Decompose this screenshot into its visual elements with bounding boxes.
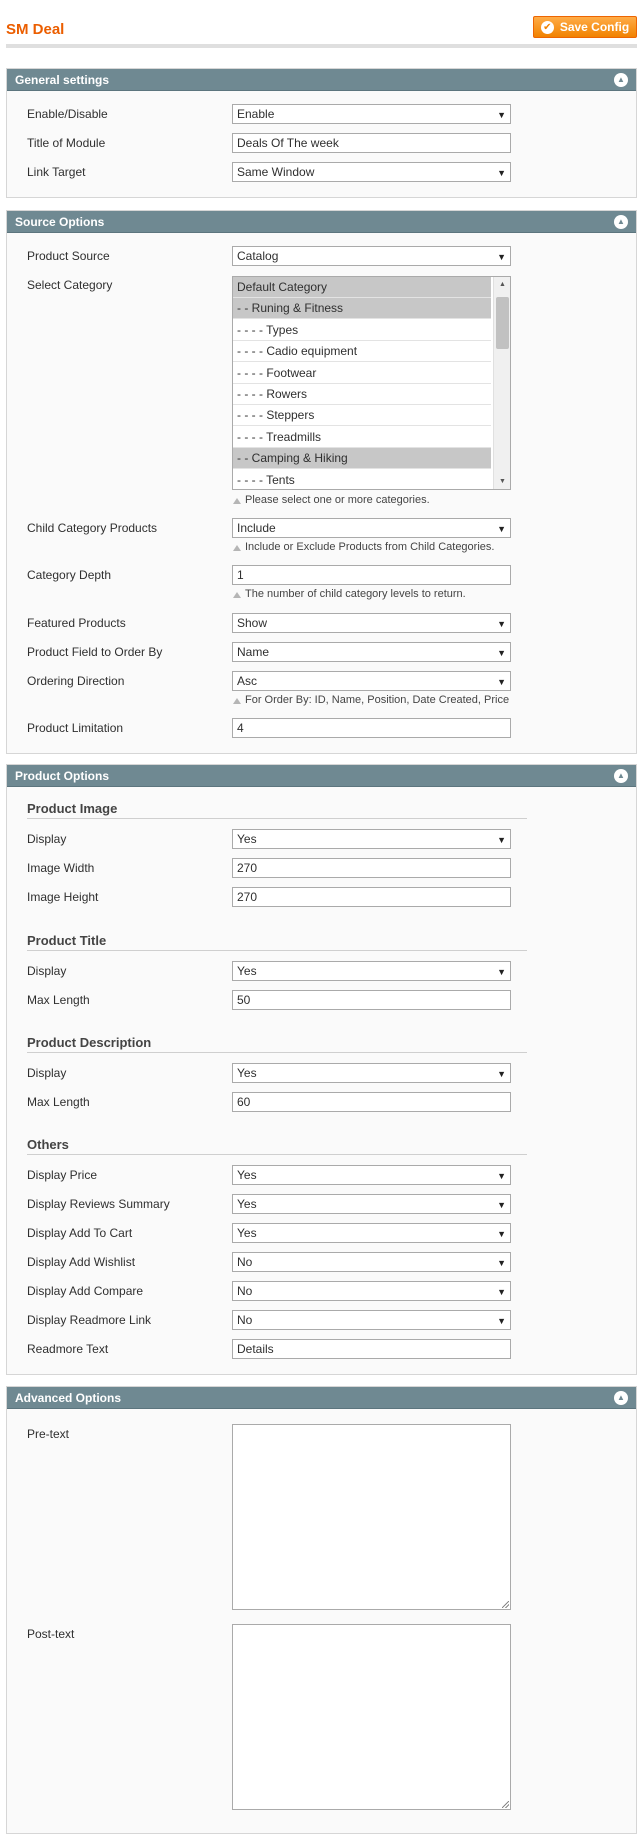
label-display-readmore-link: Display Readmore Link — [27, 1313, 152, 1327]
label-display-add-wishlist: Display Add Wishlist — [27, 1255, 136, 1269]
collapse-icon[interactable]: ▲ — [614, 1391, 628, 1405]
category-option[interactable]: - - - - Footwear — [233, 363, 491, 384]
label-display-price: Display Price — [27, 1168, 98, 1182]
select-product-source[interactable]: Catalog ▼ — [232, 246, 511, 266]
select-order-field[interactable]: Name ▼ — [232, 642, 511, 662]
section-header-source[interactable] — [7, 211, 636, 233]
label-title-of-module: Title of Module — [27, 136, 106, 150]
label-display-add-to-cart: Display Add To Cart — [27, 1226, 133, 1240]
input-category-depth[interactable]: 1 — [232, 565, 511, 585]
category-option[interactable]: - - - - Cadio equipment — [233, 341, 491, 362]
label-description-max-length: Max Length — [27, 1095, 90, 1109]
label-post-text: Post-text — [27, 1627, 75, 1641]
hint-category-depth: The number of child category levels to return. — [232, 588, 466, 600]
category-option[interactable]: - - Runing & Fitness — [233, 298, 491, 319]
category-option[interactable]: - - - - Types — [233, 320, 491, 341]
label-enable-disable: Enable/Disable — [27, 107, 108, 121]
scroll-down-icon[interactable]: ▼ — [499, 478, 506, 485]
label-product-limitation: Product Limitation — [27, 721, 124, 735]
label-select-category: Select Category — [27, 278, 113, 292]
textarea-post-text[interactable] — [232, 1624, 511, 1810]
label-display-add-compare: Display Add Compare — [27, 1284, 144, 1298]
section-title-source: Source Options — [15, 215, 105, 229]
section-title-product: Product Options — [15, 769, 109, 783]
input-description-max-length[interactable]: 60 — [232, 1092, 511, 1112]
input-product-limitation[interactable]: 4 — [232, 718, 511, 738]
section-source-options — [6, 210, 637, 754]
title-divider — [6, 44, 637, 48]
select-link-target[interactable]: Same Window ▼ — [232, 162, 511, 182]
select-display-reviews[interactable]: Yes ▼ — [232, 1194, 511, 1214]
scroll-up-icon[interactable]: ▲ — [499, 281, 506, 288]
hint-ordering-direction: For Order By: ID, Name, Position, Date Created, Price — [232, 694, 509, 706]
save-config-button[interactable] — [533, 16, 637, 38]
label-child-category-products: Child Category Products — [27, 521, 158, 535]
label-link-target: Link Target — [27, 165, 86, 179]
save-config-label: Save Config — [559, 20, 630, 34]
hint-child-category-products: Include or Exclude Products from Child Categories. — [232, 541, 494, 553]
label-display-reviews: Display Reviews Summary — [27, 1197, 170, 1211]
label-category-depth: Category Depth — [27, 568, 112, 582]
label-title-display: Display — [27, 964, 67, 978]
category-option[interactable]: - - - - Treadmills — [233, 427, 491, 448]
label-image-width: Image Width — [27, 861, 95, 875]
label-featured-products: Featured Products — [27, 616, 126, 630]
select-ordering-direction[interactable]: Asc ▼ — [232, 671, 511, 691]
label-ordering-direction: Ordering Direction — [27, 674, 125, 688]
category-multiselect[interactable] — [232, 276, 511, 490]
input-title-of-module[interactable]: Deals Of The week — [232, 133, 511, 153]
label-order-field: Product Field to Order By — [27, 645, 163, 659]
collapse-icon[interactable]: ▲ — [614, 73, 628, 87]
section-general-settings — [6, 68, 637, 198]
subheading-product-title: Product Title — [27, 933, 527, 951]
input-title-max-length[interactable]: 50 — [232, 990, 511, 1010]
collapse-icon[interactable]: ▲ — [614, 769, 628, 783]
collapse-icon[interactable]: ▲ — [614, 215, 628, 229]
category-option[interactable]: Default Category — [233, 277, 491, 298]
label-pre-text: Pre-text — [27, 1427, 70, 1441]
select-featured-products[interactable]: Show ▼ — [232, 613, 511, 633]
select-enable-disable[interactable]: Enable ▼ — [232, 104, 511, 124]
label-product-source: Product Source — [27, 249, 110, 263]
check-icon: ✔ — [541, 21, 554, 34]
category-option[interactable]: - - - - Rowers — [233, 384, 491, 405]
select-image-display[interactable]: Yes ▼ — [232, 829, 511, 849]
hint-select-category: Please select one or more categories. — [232, 494, 430, 506]
select-title-display[interactable]: Yes ▼ — [232, 961, 511, 981]
textarea-pre-text[interactable] — [232, 1424, 511, 1610]
input-readmore-text[interactable]: Details — [232, 1339, 511, 1359]
section-header-advanced[interactable] — [7, 1387, 636, 1409]
section-advanced-options — [6, 1386, 637, 1834]
select-display-readmore-link[interactable]: No ▼ — [232, 1310, 511, 1330]
select-display-add-wishlist[interactable]: No ▼ — [232, 1252, 511, 1272]
category-option[interactable]: - - - - Steppers — [233, 405, 491, 426]
label-description-display: Display — [27, 1066, 67, 1080]
scrollbar-thumb[interactable] — [496, 297, 509, 349]
label-image-height: Image Height — [27, 890, 99, 904]
section-product-options — [6, 764, 637, 1375]
subheading-others: Others — [27, 1137, 527, 1155]
label-title-max-length: Max Length — [27, 993, 90, 1007]
select-display-add-compare[interactable]: No ▼ — [232, 1281, 511, 1301]
subheading-product-image: Product Image — [27, 801, 527, 819]
category-option[interactable]: - - - - Tents — [233, 470, 491, 490]
category-scrollbar[interactable] — [493, 277, 510, 489]
section-header-product[interactable] — [7, 765, 636, 787]
label-readmore-text: Readmore Text — [27, 1342, 109, 1356]
select-display-add-to-cart[interactable]: Yes ▼ — [232, 1223, 511, 1243]
label-image-display: Display — [27, 832, 67, 846]
select-child-category-products[interactable]: Include ▼ — [232, 518, 511, 538]
category-option[interactable]: - - Camping & Hiking — [233, 448, 491, 469]
subheading-product-description: Product Description — [27, 1035, 527, 1053]
input-image-width[interactable]: 270 — [232, 858, 511, 878]
input-image-height[interactable]: 270 — [232, 887, 511, 907]
section-title-advanced: Advanced Options — [15, 1391, 122, 1405]
page-title: SM Deal — [6, 21, 65, 38]
section-header-general[interactable] — [7, 69, 636, 91]
select-description-display[interactable]: Yes ▼ — [232, 1063, 511, 1083]
select-display-price[interactable]: Yes ▼ — [232, 1165, 511, 1185]
section-title-general: General settings — [15, 73, 110, 87]
